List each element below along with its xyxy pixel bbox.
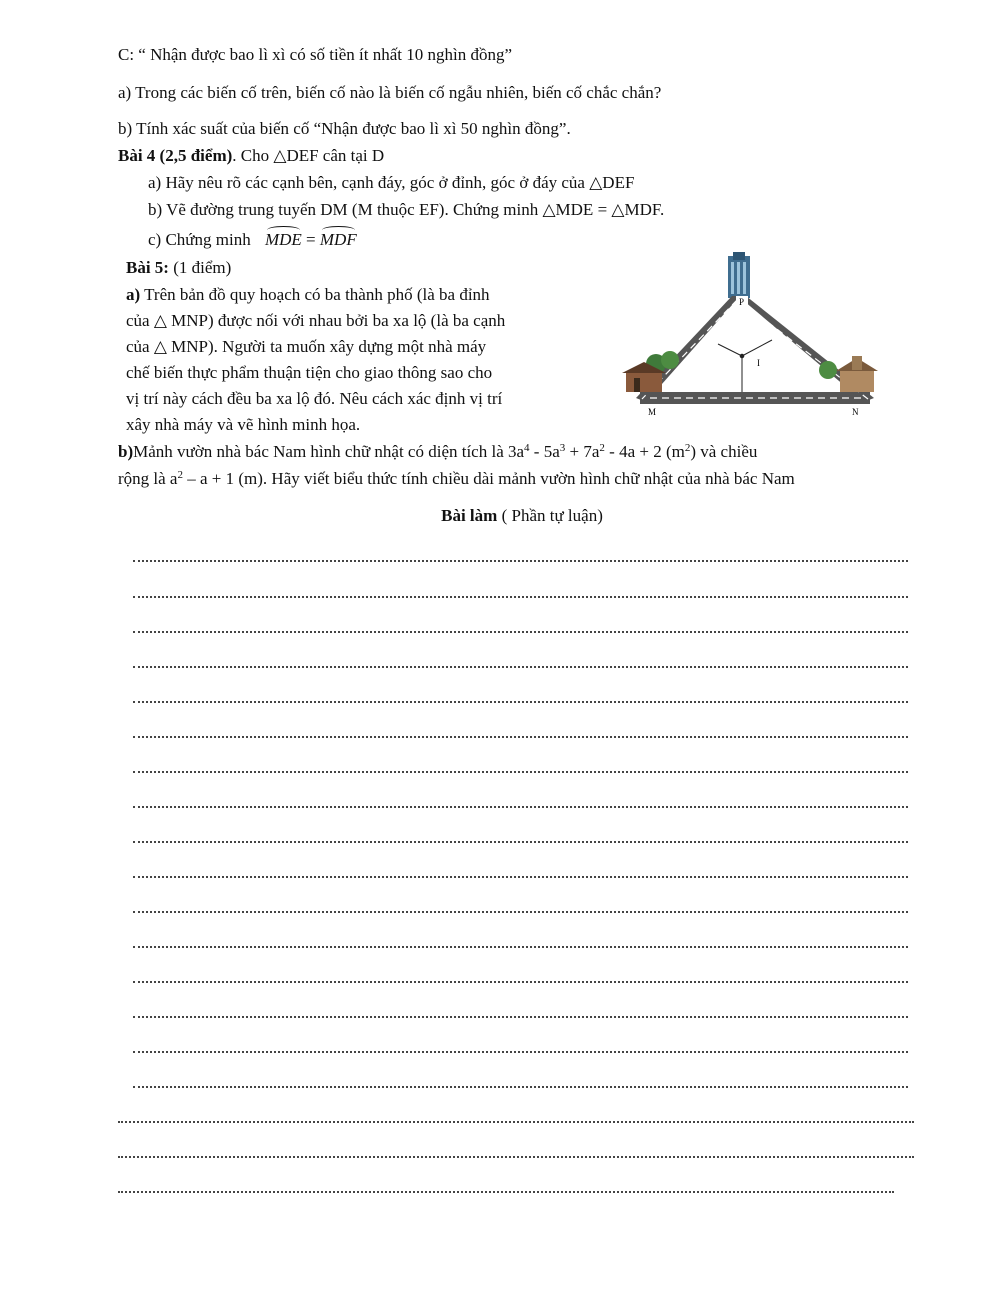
question-a-line: a) Trong các biến cố trên, biến cố nào là biến cố ngẫu nhiên, biến cố chắc chắn? — [118, 83, 662, 102]
b-exp-4: 2 — [684, 442, 691, 454]
b-text-3: + 7a — [565, 442, 600, 461]
highway-map-figure — [620, 252, 890, 422]
bai4-part-b: b) Vẽ đường trung tuyến DM (M thuộc EF). Chứng minh △MDE = △MDF. — [148, 200, 665, 219]
bai5-a-line-5: vị trí này cách đều ba xa lộ đó. Nêu cách xác định vị trí — [126, 389, 503, 408]
bai5-b-line-1 — [118, 441, 757, 463]
answer-title-bold: Bài làm — [441, 506, 498, 525]
b-text-2: - 5a — [529, 442, 560, 461]
answer-line-7[interactable] — [133, 771, 908, 773]
bai5-a-line-3: của △ MNP). Người ta muốn xây dựng một nhà máy — [126, 337, 487, 356]
bai5-b-line-2 — [118, 468, 795, 490]
answer-line-11[interactable] — [133, 911, 908, 913]
bai5-a-label: a) — [126, 285, 141, 304]
angle-mde: MDE — [264, 230, 302, 249]
b2-exp-1: 2 — [177, 469, 183, 481]
angle-mdf: MDF — [319, 230, 357, 249]
label-m: M — [648, 407, 657, 417]
bai5-heading: Bài 5: — [126, 258, 169, 277]
bai5-heading-line — [126, 257, 231, 279]
question-b-line: b) Tính xác suất của biến cố “Nhận được bao lì xì 50 nghìn đồng”. — [118, 119, 571, 138]
bai5-points: (1 điểm) — [168, 258, 232, 277]
label-i: I — [757, 358, 760, 368]
bai4-part-c — [148, 229, 357, 251]
answer-line-19[interactable] — [118, 1191, 894, 1193]
b2-text-1: rộng là a — [118, 469, 178, 488]
house-right-icon — [836, 356, 878, 392]
highway-roads — [636, 296, 874, 404]
bai5-a-line-4: chế biến thực phẩm thuận tiện cho giao thông sao cho — [126, 363, 493, 382]
answer-line-5[interactable] — [133, 701, 908, 703]
b-text-1: Mảnh vườn nhà bác Nam hình chữ nhật có diện tích là 3a — [133, 442, 525, 461]
bai4-c-prefix: c) Chứng minh — [148, 230, 251, 249]
bai5-a-line-1 — [126, 284, 490, 306]
answer-line-6[interactable] — [133, 736, 908, 738]
answer-line-2[interactable] — [133, 596, 908, 598]
answer-line-4[interactable] — [133, 666, 908, 668]
answer-line-18[interactable] — [118, 1156, 914, 1158]
answer-title — [0, 505, 999, 527]
bai4-intro: . Cho △DEF cân tại D — [232, 146, 385, 165]
bai4-heading: Bài 4 (2,5 điểm) — [118, 146, 233, 165]
bai5-a-text-1: Trên bản đồ quy hoạch có ba thành phố (là ba đỉnh — [140, 285, 490, 304]
answer-line-15[interactable] — [133, 1051, 908, 1053]
answer-line-16[interactable] — [133, 1086, 908, 1088]
b-text-4: - 4a + 2 (m — [604, 442, 685, 461]
bai5-a-line-6: xây nhà máy và vẽ hình minh họa. — [126, 415, 361, 434]
bai4-part-a: a) Hãy nêu rõ các cạnh bên, cạnh đáy, góc ở đỉnh, góc ở đáy của △DEF — [148, 173, 635, 192]
answer-line-9[interactable] — [133, 841, 908, 843]
answer-line-12[interactable] — [133, 946, 908, 948]
bai5-b-label: b) — [118, 442, 134, 461]
bai5-a-line-2: của △ MNP) được nối với nhau bởi ba xa lộ (là ba cạnh — [126, 311, 506, 330]
angle-equals: = — [306, 230, 316, 249]
b-text-5: ) và chiều — [690, 442, 758, 461]
question-c-line: C: “ Nhận được bao lì xì có số tiền ít nhất 10 nghìn đồng” — [118, 45, 513, 64]
b-exp-1: 4 — [524, 442, 530, 454]
answer-line-14[interactable] — [133, 1016, 908, 1018]
label-n: N — [852, 407, 859, 417]
bai4-heading-line — [118, 145, 384, 167]
b-exp-3: 2 — [599, 442, 605, 454]
b2-text-2: – a + 1 (m). Hãy viết biểu thức tính chiều dài mảnh vườn hình chữ nhật của nhà bác Nam — [182, 469, 795, 488]
label-p: P — [739, 297, 745, 307]
answer-title-rest: ( Phần tự luận) — [497, 506, 603, 525]
answer-line-13[interactable] — [133, 981, 908, 983]
answer-line-17[interactable] — [118, 1121, 914, 1123]
answer-line-3[interactable] — [133, 631, 908, 633]
incenter-construction — [718, 340, 772, 392]
b-exp-2: 3 — [559, 442, 566, 454]
skyscraper-icon — [728, 252, 750, 298]
answer-line-1[interactable] — [133, 560, 908, 562]
answer-line-8[interactable] — [133, 806, 908, 808]
answer-line-10[interactable] — [133, 876, 908, 878]
